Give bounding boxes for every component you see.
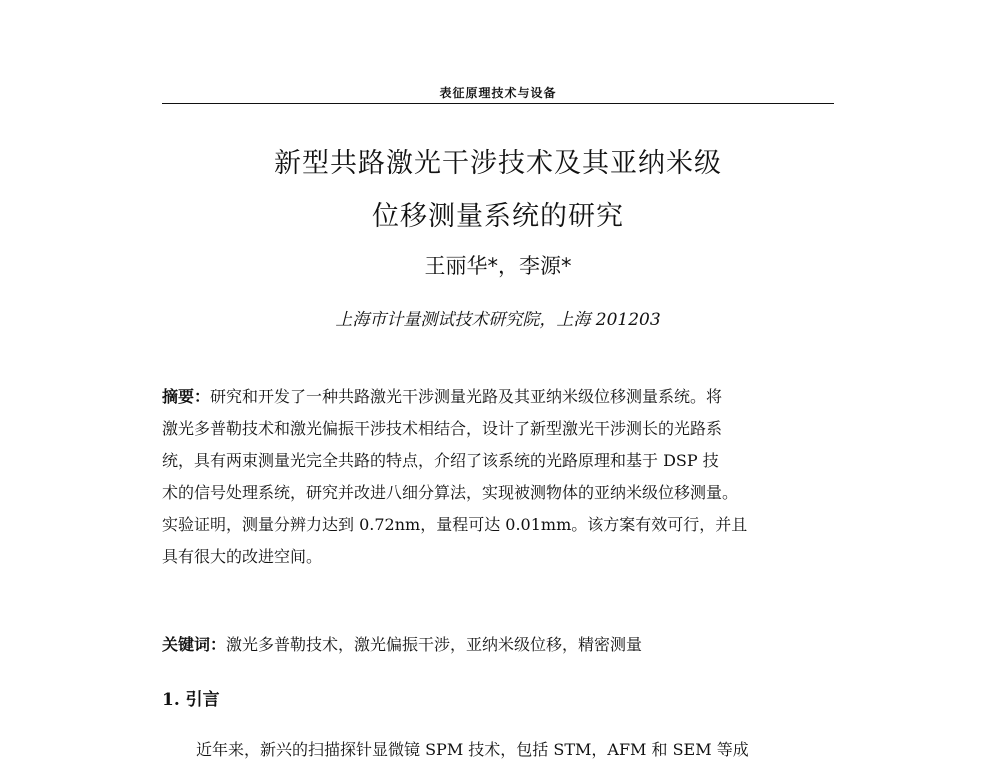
paper-title-line-2: 位移测量系统的研究 (372, 201, 624, 232)
abstract (162, 381, 834, 573)
abstract-line: 具有很大的改进空间。 (162, 547, 323, 566)
paper-title-line-1: 新型共路激光干涉技术及其亚纳米级 (274, 148, 722, 179)
abstract-line: 实验证明，测量分辨力达到 0.72nm，量程可达 0.01mm。该方案有效可行，并且 (162, 515, 748, 534)
header-rule (162, 103, 834, 104)
keywords-text: 激光多普勒技术，激光偏振干涉，亚纳米级位移，精密测量 (226, 635, 643, 654)
abstract-line: 激光多普勒技术和激光偏振干涉技术相结合，设计了新型激光干涉测长的光路系 (162, 419, 723, 438)
keywords-label: 关键词： (162, 635, 227, 654)
affiliation: 上海市计量测试技术研究院，上海 201203 (335, 310, 661, 330)
running-header: 表征原理技术与设备 (439, 86, 557, 100)
abstract-line (162, 381, 834, 413)
abstract-text: 研究和开发了一种共路激光干涉测量光路及其亚纳米级位移测量系统。将 (210, 387, 723, 406)
abstract-line: 统，具有两束测量光完全共路的特点，介绍了该系统的光路原理和基于 DSP 技 (162, 451, 719, 470)
abstract-label: 摘要： (162, 387, 211, 406)
keywords (162, 632, 834, 655)
body-paragraph: 近年来，新兴的扫描探针显微镜 SPM 技术，包括 STM，AFM 和 SEM 等成 (196, 740, 749, 759)
section-heading: 1. 引言 (162, 690, 220, 710)
abstract-line: 术的信号处理系统，研究并改进八细分算法，实现被测物体的亚纳米级位移测量。 (162, 483, 739, 502)
author-list: 王丽华*，李源* (424, 254, 572, 278)
